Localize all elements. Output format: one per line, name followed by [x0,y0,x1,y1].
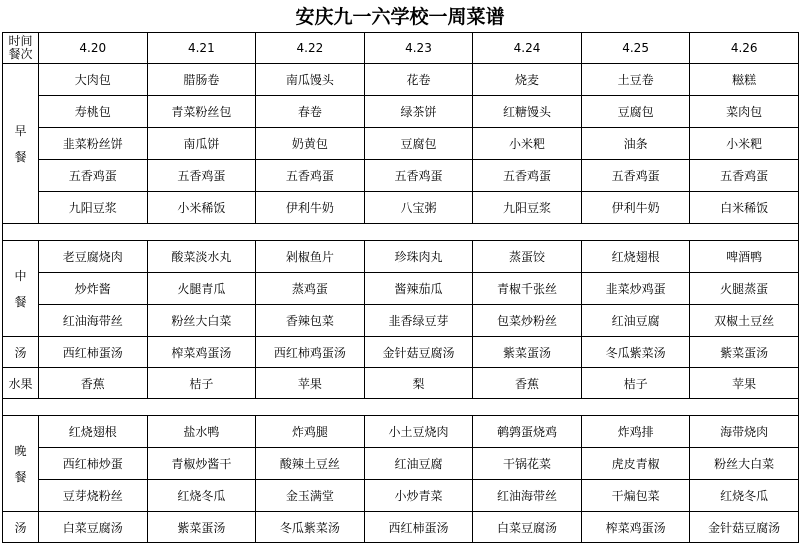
date-header-1: 4.21 [147,33,256,64]
breakfast-row [3,64,799,96]
menu-cell: 土豆卷 [581,64,690,96]
menu-cell: 小米粑 [690,128,799,160]
menu-cell: 红烧翅根 [39,416,148,448]
menu-cell: 豆腐包 [364,128,473,160]
menu-cell: 烧麦 [473,64,582,96]
fruit-row [3,368,799,399]
menu-cell: 红烧翅根 [581,241,690,273]
menu-cell: 啤酒鸭 [690,241,799,273]
separator-cell [690,224,799,241]
section-separator [3,224,799,241]
menu-cell: 香蕉 [39,368,148,399]
menu-cell: 紫菜蛋汤 [473,337,582,368]
menu-cell: 榨菜鸡蛋汤 [581,512,690,543]
dinner-soup-row [3,512,799,543]
menu-cell: 青椒炒酱干 [147,448,256,480]
menu-cell: 小炒青菜 [364,480,473,512]
menu-cell: 紫菜蛋汤 [690,337,799,368]
menu-cell: 鹌鹑蛋烧鸡 [473,416,582,448]
lunch-row [3,273,799,305]
menu-cell: 苹果 [256,368,365,399]
menu-cell: 红油豆腐 [364,448,473,480]
breakfast-row [3,96,799,128]
date-header-3: 4.23 [364,33,473,64]
lunch-row [3,241,799,273]
menu-cell: 小米稀饭 [147,192,256,224]
dinner-row [3,448,799,480]
menu-cell: 苹果 [690,368,799,399]
lunch-soup-row-label: 汤 [3,337,39,368]
menu-cell: 榨菜鸡蛋汤 [147,337,256,368]
separator-cell [3,224,39,241]
menu-cell: 白菜豆腐汤 [39,512,148,543]
menu-cell: 青菜粉丝包 [147,96,256,128]
menu-cell: 伊利牛奶 [256,192,365,224]
breakfast-label [3,64,39,224]
dinner-label-char: 餐 [14,469,27,484]
menu-cell: 南瓜饼 [147,128,256,160]
menu-cell: 红烧冬瓜 [147,480,256,512]
menu-cell: 虎皮青椒 [581,448,690,480]
breakfast-label-char: 早 [14,123,27,138]
separator-cell [581,399,690,416]
menu-cell: 金针菇豆腐汤 [690,512,799,543]
menu-cell: 剁椒鱼片 [256,241,365,273]
menu-cell: 豆芽烧粉丝 [39,480,148,512]
menu-cell: 南瓜馒头 [256,64,365,96]
menu-cell: 蒸鸡蛋 [256,273,365,305]
menu-cell: 五香鸡蛋 [147,160,256,192]
separator-cell [39,224,148,241]
menu-cell: 腊肠卷 [147,64,256,96]
menu-cell: 大肉包 [39,64,148,96]
breakfast-row [3,160,799,192]
menu-cell: 菜肉包 [690,96,799,128]
menu-cell: 冬瓜紫菜汤 [256,512,365,543]
menu-cell: 白米稀饭 [690,192,799,224]
menu-cell: 金针菇豆腐汤 [364,337,473,368]
menu-cell: 粉丝大白菜 [147,305,256,337]
menu-cell: 干煸包菜 [581,480,690,512]
dinner-label-char: 晚 [14,443,27,458]
page-title: 安庆九一六学校一周菜谱 [295,6,505,28]
date-header-6: 4.26 [690,33,799,64]
lunch-label [3,241,39,337]
menu-cell: 五香鸡蛋 [690,160,799,192]
menu-cell: 炒炸酱 [39,273,148,305]
menu-cell: 西红柿蛋汤 [364,512,473,543]
menu-cell: 花卷 [364,64,473,96]
menu-cell: 包菜炒粉丝 [473,305,582,337]
menu-cell: 红油海带丝 [39,305,148,337]
breakfast-row [3,128,799,160]
menu-cell: 火腿青瓜 [147,273,256,305]
menu-cell: 五香鸡蛋 [39,160,148,192]
separator-cell [147,224,256,241]
dinner-row [3,416,799,448]
lunch-label-char: 餐 [14,294,27,309]
separator-cell [690,399,799,416]
menu-cell: 绿茶饼 [364,96,473,128]
menu-cell: 海带烧肉 [690,416,799,448]
menu-cell: 红糖馒头 [473,96,582,128]
menu-cell: 双椒土豆丝 [690,305,799,337]
menu-cell: 糍糕 [690,64,799,96]
menu-cell: 油条 [581,128,690,160]
menu-cell: 春卷 [256,96,365,128]
menu-cell: 珍珠肉丸 [364,241,473,273]
menu-cell: 梨 [364,368,473,399]
menu-cell: 香蕉 [473,368,582,399]
separator-cell [256,224,365,241]
menu-cell: 西红柿鸡蛋汤 [256,337,365,368]
menu-cell: 炸鸡腿 [256,416,365,448]
date-header-0: 4.20 [39,33,148,64]
header-row [3,33,799,64]
menu-cell: 老豆腐烧肉 [39,241,148,273]
menu-cell: 豆腐包 [581,96,690,128]
separator-cell [364,224,473,241]
fruit-row-label: 水果 [3,368,39,399]
separator-cell [473,224,582,241]
menu-cell: 金玉满堂 [256,480,365,512]
meal-label: 餐次 [8,47,33,61]
menu-cell: 西红柿蛋汤 [39,337,148,368]
time-label: 时间 [8,34,33,48]
date-header-4: 4.24 [473,33,582,64]
menu-cell: 韭菜炒鸡蛋 [581,273,690,305]
menu-cell: 桔子 [147,368,256,399]
menu-cell: 桔子 [581,368,690,399]
menu-cell: 五香鸡蛋 [581,160,690,192]
menu-cell: 酱辣茄瓜 [364,273,473,305]
menu-cell: 酸菜淡水丸 [147,241,256,273]
menu-cell: 红烧冬瓜 [690,480,799,512]
menu-cell: 白菜豆腐汤 [473,512,582,543]
separator-cell [364,399,473,416]
menu-cell: 干锅花菜 [473,448,582,480]
dinner-label [3,416,39,512]
menu-cell: 九阳豆浆 [39,192,148,224]
menu-cell: 小米粑 [473,128,582,160]
breakfast-label-char: 餐 [14,149,27,164]
menu-cell: 韭香绿豆芽 [364,305,473,337]
menu-cell: 紫菜蛋汤 [147,512,256,543]
section-separator [3,399,799,416]
menu-cell: 红油豆腐 [581,305,690,337]
menu-cell: 伊利牛奶 [581,192,690,224]
menu-cell: 红油海带丝 [473,480,582,512]
menu-cell: 八宝粥 [364,192,473,224]
menu-cell: 火腿蒸蛋 [690,273,799,305]
separator-cell [3,399,39,416]
separator-cell [473,399,582,416]
lunch-row [3,305,799,337]
menu-cell: 韭菜粉丝饼 [39,128,148,160]
lunch-soup-row [3,337,799,368]
separator-cell [256,399,365,416]
menu-cell: 五香鸡蛋 [473,160,582,192]
corner-cell [3,33,39,64]
breakfast-row [3,192,799,224]
menu-cell: 蒸蛋饺 [473,241,582,273]
menu-cell: 粉丝大白菜 [690,448,799,480]
menu-cell: 西红柿炒蛋 [39,448,148,480]
menu-cell: 香辣包菜 [256,305,365,337]
dinner-soup-row-label: 汤 [3,512,39,543]
dinner-row [3,480,799,512]
menu-cell: 奶黄包 [256,128,365,160]
menu-cell: 青椒千张丝 [473,273,582,305]
menu-cell: 五香鸡蛋 [256,160,365,192]
date-header-2: 4.22 [256,33,365,64]
lunch-label-char: 中 [14,268,27,283]
menu-cell: 寿桃包 [39,96,148,128]
menu-cell: 小土豆烧肉 [364,416,473,448]
menu-cell: 盐水鸭 [147,416,256,448]
menu-cell: 冬瓜紫菜汤 [581,337,690,368]
weekly-menu-table [2,32,799,543]
menu-cell: 炸鸡排 [581,416,690,448]
date-header-5: 4.25 [581,33,690,64]
separator-cell [39,399,148,416]
separator-cell [581,224,690,241]
menu-cell: 五香鸡蛋 [364,160,473,192]
menu-cell: 九阳豆浆 [473,192,582,224]
separator-cell [147,399,256,416]
menu-cell: 酸辣土豆丝 [256,448,365,480]
